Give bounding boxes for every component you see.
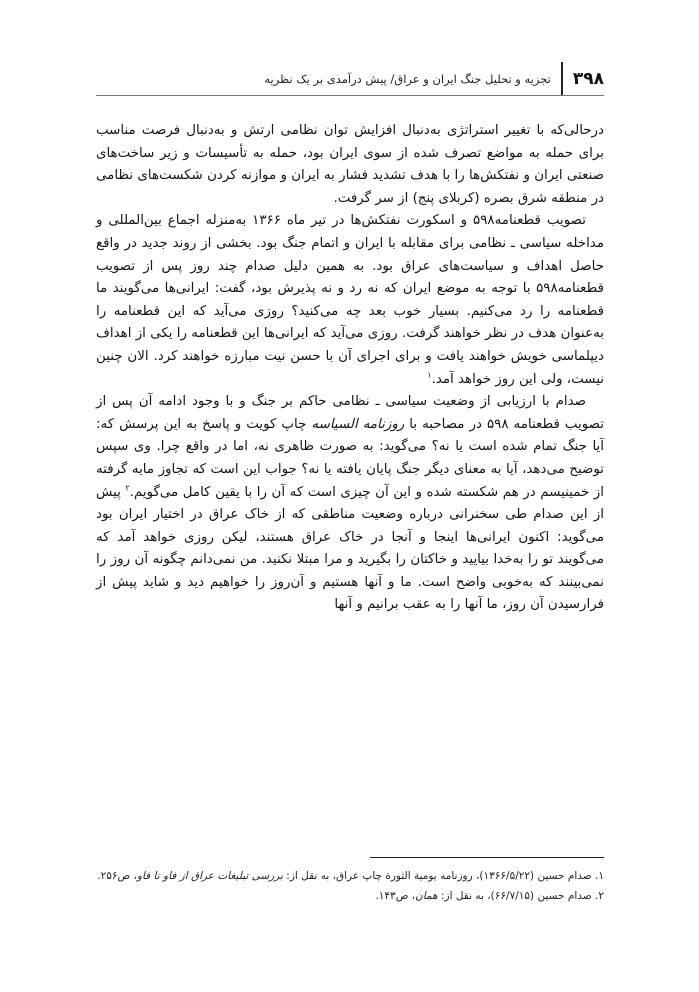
- footnote-ref-1: ۱: [427, 370, 432, 380]
- footnote-2-source: همان: [415, 890, 438, 902]
- header-rule: [96, 95, 604, 96]
- running-title: تجزیه و تحلیل جنگ ایران و عراق/ پیش درآمدی بر یک نظریه: [264, 72, 551, 86]
- footnote-ref-2: ۲: [125, 483, 130, 493]
- body-text: [96, 120, 604, 617]
- newspaper-name: روزنامه السیاسه: [311, 416, 405, 432]
- footnote-rule: [370, 857, 604, 858]
- footnote-1-text-b: ، ص۲۵۶.: [97, 870, 137, 882]
- paragraph-2: [96, 210, 604, 391]
- paragraph-3: [96, 391, 604, 617]
- footnote-1: [96, 866, 604, 886]
- footnote-2-text-a: ۲. صدام حسین (۶۶/۷/۱۵)، به نقل از:: [437, 890, 604, 902]
- paragraph-2-text: تصویب قطعنامه۵۹۸ و اسکورت نفتکش‌ها در تیر ماه ۱۳۶۶ به‌منزله اجماع بین‌المللی و مداخله سیاسی ـ نظامی برای مقابله با ایران و اتمام جنگ بود. بخشی از روند جدید در واقع حاصل اهداف و سیاست‌های عراق بود. به همین دلیل صدام چند روز پس از تصویب قطعنامه۵۹۸ با توجه به موضع ایران که نه رد و نه پذیرش بود، گفت: ایرانی‌ها می‌گویند ما قطعنامه را رد می‌کنیم. بسیار خوب بعد چه می‌کنید؟ روزی می‌آید که این قطعنامه را به‌عنوان هدف در نظر خواهند گرفت. روزی می‌آید که ایرانی‌ها این قطعنامه را یکی از اهداف دیپلماسی خویش خواهند یافت و برای اجرای آن با حسن نیت مبارزه خواهند کرد. الان چنین نیست، ولی این روز خواهد آمد.: [96, 213, 604, 387]
- page-number: ۳۹۸: [572, 69, 604, 89]
- footnote-2: [96, 886, 604, 906]
- page-header: [96, 62, 604, 96]
- paragraph-3-text-c: پیش از این صدام طی سخنرانی درباره وضعیت مناطقی که از خاک عراق در اختیار ایران بود می‌گوید: اکنون ایرانی‌ها اینجا و آنجا در خاک عراق هستند، لیکن روزی خواهد آمد که می‌گویند تو را به‌خدا بیایید و خاکتان را بگیرید و مرا مبتلا نکنید. من نمی‌دانم چگونه آن روز را نمی‌بینند که به‌خوبی واضح است. ما و آنها هستیم و آن‌روز را خواهیم دید و شاید پیش از فرارسیدن آن روز، ما آنها را به عقب برانیم و آنها: [96, 484, 604, 613]
- footnote-1-text-a: ۱. صدام حسین (۱۳۶۶/۵/۲۲)، روزنامه یومیة الثورة چاپ عراق، به نقل از:: [282, 870, 604, 882]
- paragraph-3-text-b: چاپ کویت و پاسخ به این پرسش که: آیا جنگ تمام شده است یا نه؟ می‌گوید: به صورت ظاهری نه، اما در واقع چرا. وی سپس توضیح می‌دهد، آیا به معنای دیگر جنگ پایان یافته یا نه؟ جواب این است که تجاوز مایه گرفته از خمینیسم در هم شکسته شده و این آن چیزی است که آن را با یقین کامل می‌گویم.: [96, 416, 604, 500]
- paragraph-3-text-a: صدام با ارزیابی از وضعیت سیاسی ـ نظامی حاکم بر جنگ و با وجود ادامه آن پس از تصویب قطعنامه ۵۹۸ در مصاحبه با: [96, 394, 604, 432]
- header-divider: [561, 62, 563, 96]
- paragraph-1: درحالی‌که با تغییر استراتژی به‌دنبال افزایش توان نظامی ارتش و به‌دنبال فرصت مناسب برای حمله به مواضع تصرف شده از سوی ایران بود، حمله به تأسیسات و زیر ساخت‌های صنعتی ایران و نفتکش‌ها را با هدف تشدید فشار به ایران و موازنه کردن شکست‌های نظامی در منطقه شرق بصره (کربلای پنج) از سر گرفت.: [96, 123, 604, 206]
- footnote-2-text-b: ، ص۱۴۳.: [375, 890, 416, 902]
- footnote-1-source: بررسی تبلیغات عراق از فاو تا فاو: [136, 870, 283, 882]
- footnotes: [96, 866, 604, 906]
